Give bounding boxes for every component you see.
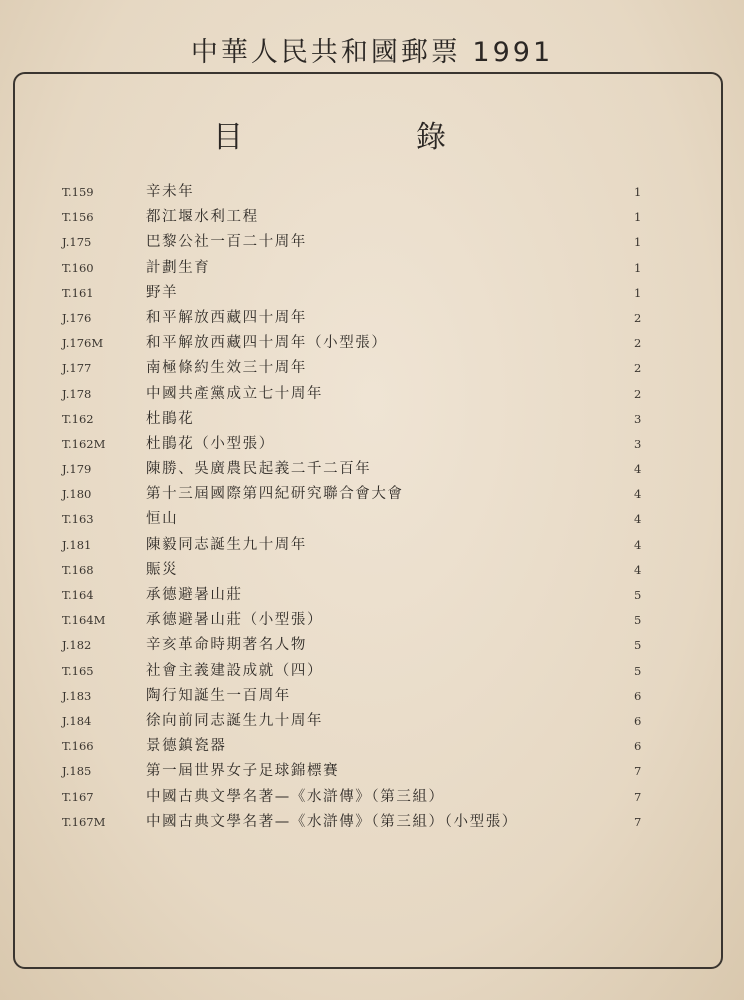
toc-entry (0, 583, 744, 608)
toc-entry-name: 恒山 (146, 511, 179, 528)
toc-entry-code: J.178 (62, 386, 92, 401)
toc-entry-name: 杜鵑花 (146, 410, 195, 427)
toc-entry-code: T.162 (62, 411, 94, 426)
toc-entry-page: 4 (634, 537, 642, 552)
toc-entry-name: 辛亥革命時期著名人物 (146, 637, 307, 654)
toc-entry-page: 6 (634, 688, 642, 703)
toc-entry-page: 5 (634, 613, 642, 628)
toc-title-char-1: 目 (213, 120, 243, 155)
toc-entry (0, 256, 744, 281)
toc-entry-code: T.162M (62, 436, 106, 451)
page-header-title: 中華人民共和國郵票 1991 (190, 37, 554, 68)
toc-entry (0, 457, 744, 482)
toc-entry-name: 第一屆世界女子足球錦標賽 (146, 763, 340, 780)
toc-entry-page: 4 (634, 562, 642, 577)
toc-entry (0, 331, 744, 356)
toc-entry-code: T.167M (62, 814, 106, 829)
toc-entry-page: 1 (634, 210, 642, 225)
toc-entry-page: 2 (634, 310, 642, 325)
toc-entry-code: T.165 (62, 663, 94, 678)
toc-entry-code: T.164 (62, 588, 94, 602)
toc-entry-code: J.184 (62, 713, 92, 728)
toc-entry (0, 558, 744, 583)
toc-entry-code: T.168 (62, 562, 94, 577)
toc-entry-code: T.163 (62, 512, 94, 527)
toc-entry (0, 356, 744, 381)
toc-entry-name: 景德鎮瓷器 (146, 738, 227, 755)
toc-entry-name: 陳勝、吳廣農民起義二千二百年 (146, 461, 372, 478)
toc-entry-name: 和平解放西藏四十周年（小型張） (146, 335, 388, 352)
toc-title-char-2: 錄 (416, 120, 446, 155)
toc-entry-code: J.175 (62, 235, 92, 250)
toc-entry-name: 中國古典文學名著—《水滸傳》（第三組） (146, 788, 445, 805)
toc-entry-name: 社會主義建設成就（四） (146, 662, 324, 679)
toc-entry (0, 432, 744, 457)
toc-entry-code: J.181 (62, 537, 92, 552)
toc-entry-name: 徐向前同志誕生九十周年 (146, 712, 324, 729)
toc-entry (0, 810, 744, 835)
toc-entry-code: J.177 (62, 361, 92, 376)
toc-entry-code: T.166 (62, 739, 94, 754)
toc-entry (0, 709, 744, 734)
toc-entry-code: T.159 (62, 185, 94, 199)
toc-entry-code: J.180 (62, 487, 92, 502)
toc-entry-code: T.164M (62, 613, 106, 628)
toc-entry-code: T.156 (62, 210, 94, 225)
toc-entry-code: J.185 (62, 764, 92, 779)
toc-entry (0, 533, 744, 558)
toc-entry-page: 5 (634, 588, 642, 602)
toc-entry-code: T.160 (62, 260, 94, 275)
toc-entry-page: 7 (634, 789, 642, 804)
toc-entry-code: T.167 (62, 789, 94, 804)
toc-entry-page: 2 (634, 361, 642, 376)
toc-entry-name: 都江堰水利工程 (146, 209, 259, 226)
toc-entry-page: 5 (634, 663, 642, 678)
toc-entry-page: 1 (634, 185, 642, 199)
toc-entry-page: 7 (634, 764, 642, 779)
toc-entry-name: 計劃生育 (146, 259, 211, 276)
toc-entry-name: 杜鵑花（小型張） (146, 435, 275, 452)
toc-entry (0, 230, 744, 255)
toc-entry (0, 684, 744, 709)
toc-entry-code: J.176M (62, 336, 104, 351)
toc-entry (0, 407, 744, 432)
toc-entry-page: 4 (634, 512, 642, 527)
toc-entry-page: 4 (634, 462, 642, 477)
toc-entry (0, 482, 744, 507)
toc-entry-name: 陳毅同志誕生九十周年 (146, 536, 307, 553)
toc-entry-name: 承德避暑山莊 (146, 587, 243, 603)
toc-entry (0, 734, 744, 759)
toc-entry-page: 1 (634, 285, 642, 300)
toc-entry-code: J.182 (62, 638, 92, 653)
toc-entry (0, 608, 744, 633)
toc-entry-page: 4 (634, 487, 642, 502)
toc-entry-code: J.176 (62, 310, 92, 325)
toc-entry (0, 205, 744, 230)
toc-entry-page: 6 (634, 739, 642, 754)
toc-entry-name: 南極條約生效三十周年 (146, 360, 307, 377)
toc-entry-code: J.179 (62, 462, 92, 477)
toc-entry-code: T.161 (62, 285, 94, 300)
toc-entry (0, 180, 744, 205)
toc-entry-name: 和平解放西藏四十周年 (146, 309, 307, 326)
toc-entry-page: 7 (634, 814, 642, 829)
toc-entry (0, 785, 744, 810)
toc-entry-name: 巴黎公社一百二十周年 (146, 234, 307, 251)
toc-entry (0, 382, 744, 407)
toc-entry-page: 1 (634, 235, 642, 250)
toc-entry-name: 陶行知誕生一百周年 (146, 687, 291, 704)
toc-entry-page: 2 (634, 336, 642, 351)
toc-entry-name: 中國古典文學名著—《水滸傳》（第三組）（小型張） (146, 813, 518, 830)
toc-list (0, 180, 744, 835)
toc-entry-page: 3 (634, 436, 642, 451)
toc-entry-page: 3 (634, 411, 642, 426)
toc-entry (0, 306, 744, 331)
toc-entry-name: 野羊 (146, 284, 179, 301)
toc-entry (0, 759, 744, 784)
toc-entry-code: J.183 (62, 688, 92, 703)
toc-entry-page: 2 (634, 386, 642, 401)
toc-entry (0, 507, 744, 532)
toc-title (0, 112, 744, 156)
toc-entry-name: 賑災 (146, 561, 179, 578)
toc-entry (0, 633, 744, 658)
toc-entry-page: 5 (634, 638, 642, 653)
toc-entry-name: 承德避暑山莊（小型張） (146, 612, 324, 629)
toc-entry-page: 1 (634, 260, 642, 275)
toc-entry-name: 中國共產黨成立七十周年 (146, 385, 324, 402)
toc-entry-name: 辛未年 (146, 184, 195, 200)
toc-entry-name: 第十三屆國際第四紀研究聯合會大會 (146, 486, 404, 503)
toc-entry (0, 281, 744, 306)
toc-entry (0, 659, 744, 684)
toc-entry-page: 6 (634, 713, 642, 728)
